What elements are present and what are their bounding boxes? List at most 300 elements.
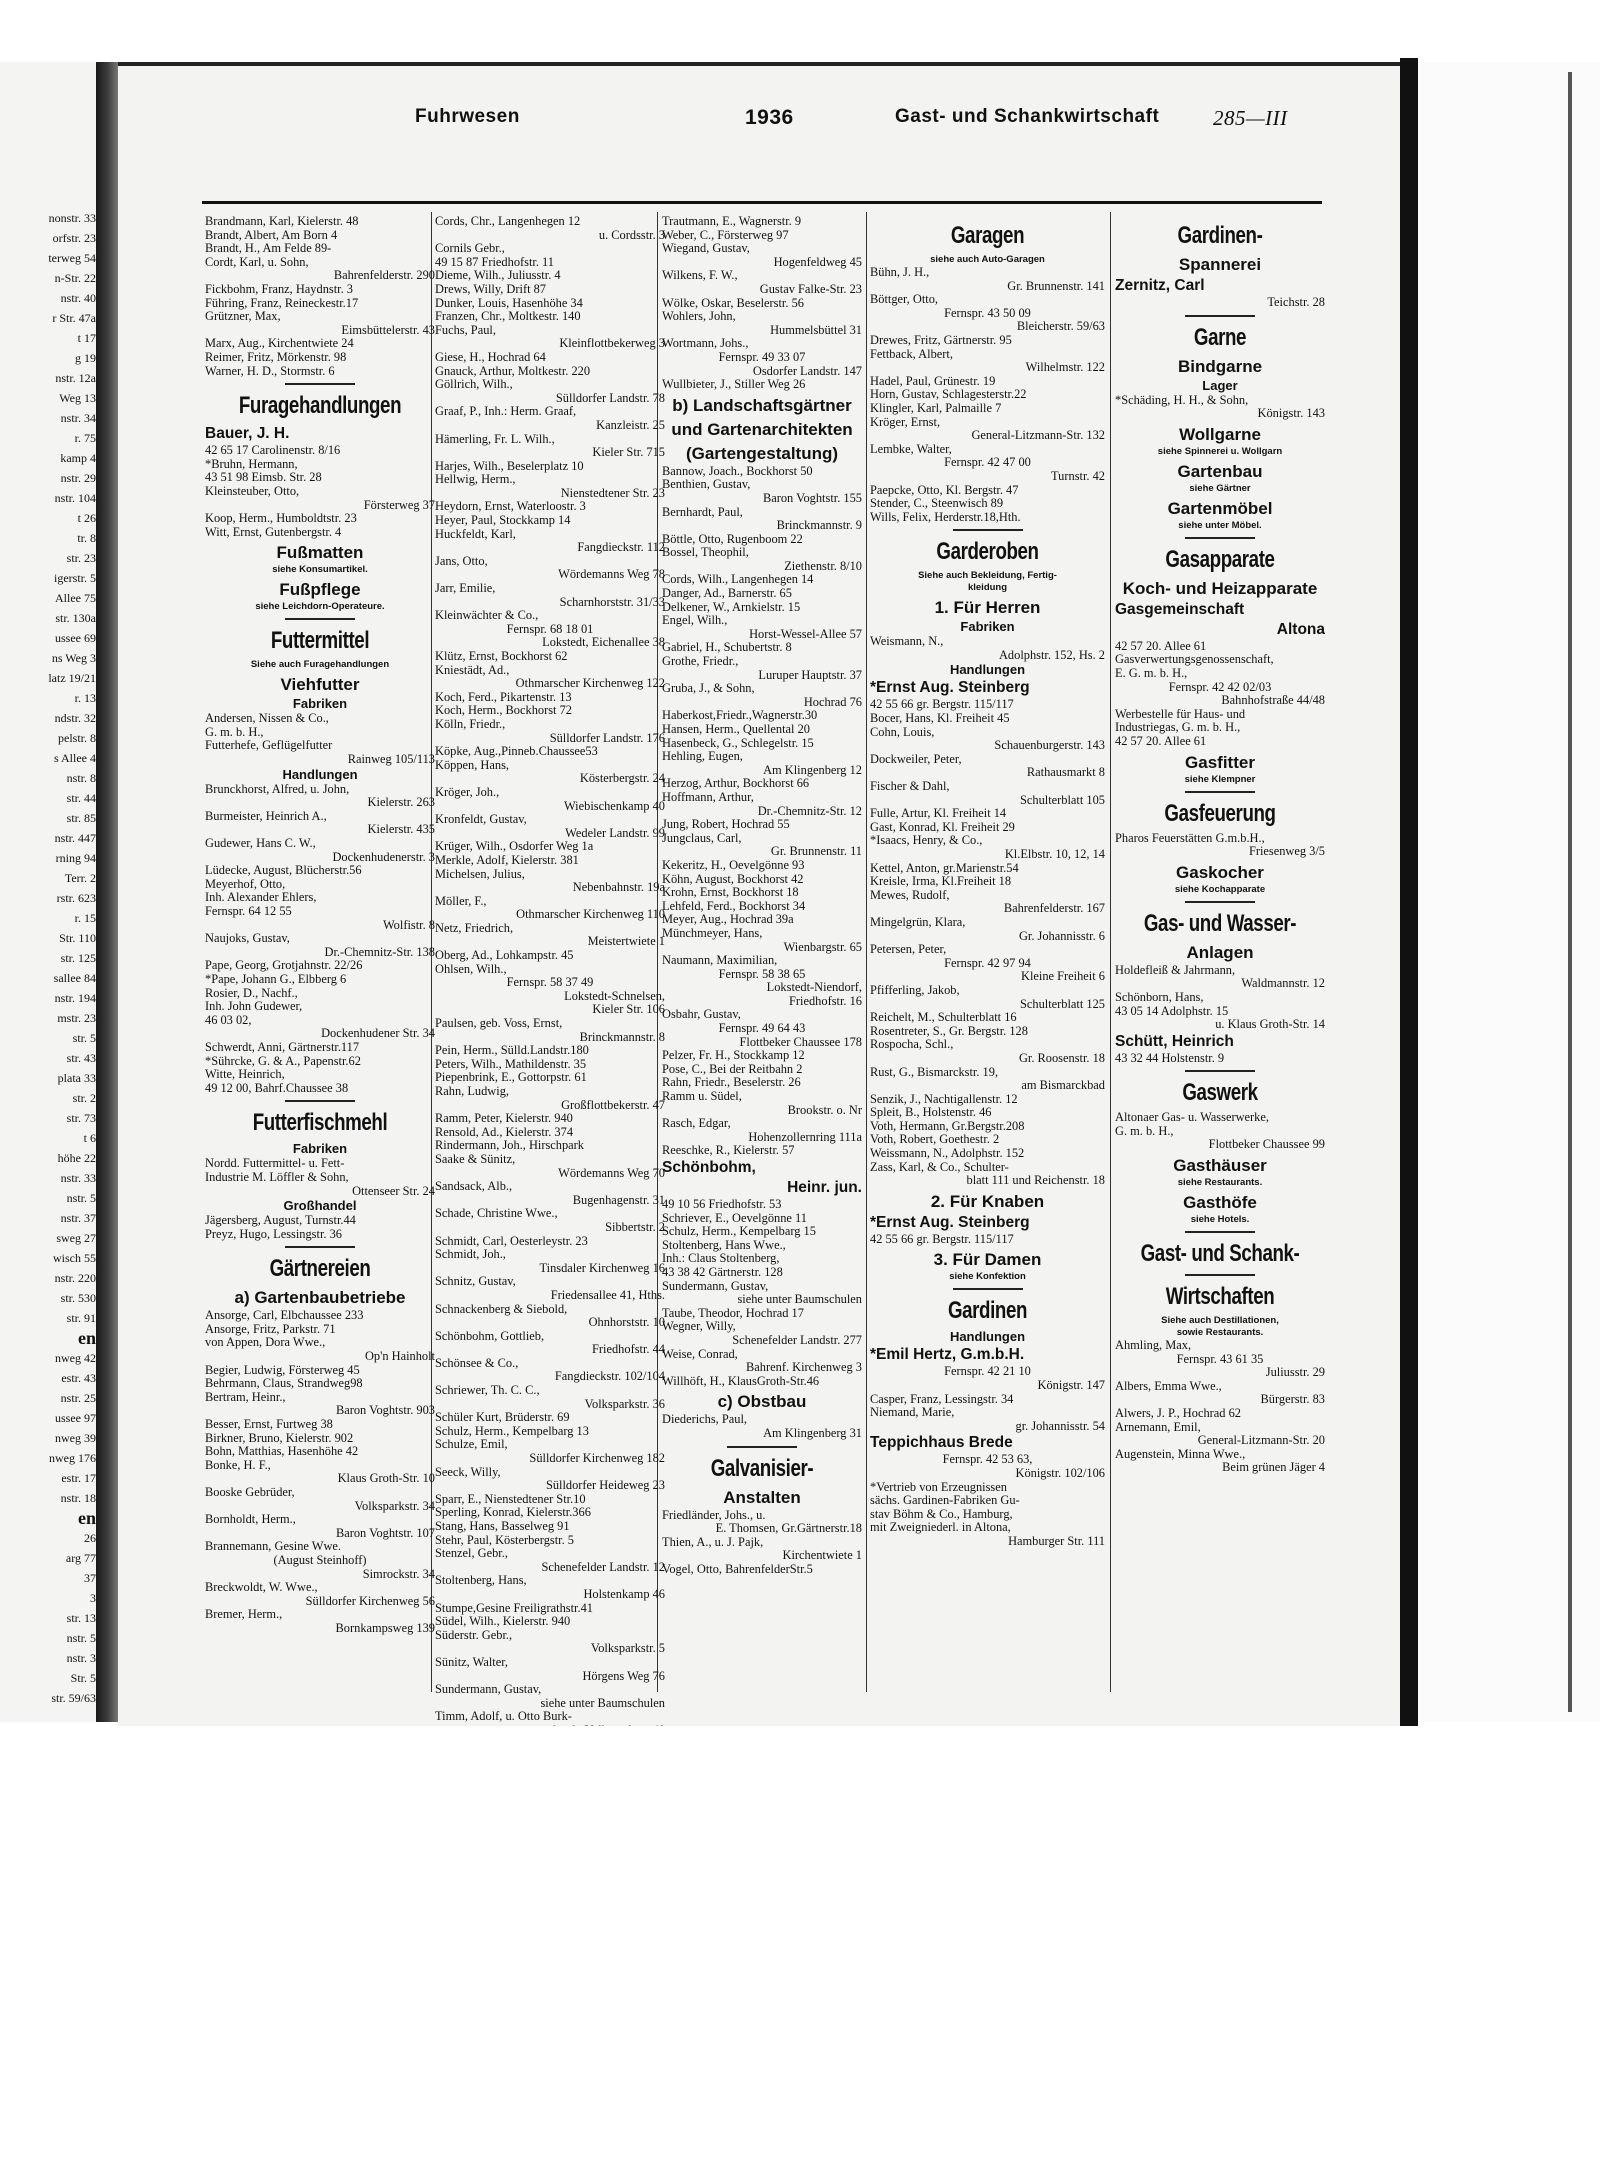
featured-entry: Heinr. jun.	[787, 1179, 862, 1196]
directory-entry: Wilkens, F. W.,	[662, 269, 738, 283]
featured-entry: *Ernst Aug. Steinberg	[870, 679, 1030, 697]
directory-entry-address: Sibbertstr. 2	[605, 1220, 665, 1234]
subsection-heading: a) Gartenbaubetriebe	[234, 1288, 406, 1308]
directory-entry: Haberkost,Friedr.,Wagnerstr.30	[662, 709, 818, 723]
directory-entry: Ramm u. Südel,	[662, 1090, 742, 1104]
directory-entry: Göllrich, Wilh.,	[435, 378, 513, 392]
header-year: 1936	[745, 106, 794, 129]
directory-entry: 49 10 56 Friedhofstr. 53	[662, 1198, 782, 1211]
left-page-text: nstr. 3	[66, 1650, 96, 1665]
left-page-text: s Allee 4	[54, 750, 96, 765]
directory-entry: Köhn, August, Bockhorst 42	[662, 872, 804, 886]
directory-entry: Begier, Ludwig, Försterweg 45	[205, 1363, 360, 1377]
directory-entry-phone: Fernspr. 42 42 02/03	[1168, 680, 1272, 694]
directory-entry: Niemand, Marie,	[870, 1406, 955, 1420]
directory-entry-address: Brinckmannstr. 9	[776, 519, 862, 533]
directory-entry: Inh. John Gudewer,	[205, 1000, 303, 1014]
directory-entry-address: Hogenfeldweg 45	[773, 255, 862, 269]
directory-entry: Gast, Konrad, Kl. Freiheit 29	[870, 820, 1015, 834]
directory-entry: Stoltenberg, Hans Wwe.,	[662, 1238, 786, 1252]
directory-entry-address: Königstr. 102/106	[1015, 1467, 1105, 1480]
directory-entry: Stoltenberg, Hans,	[435, 1574, 527, 1588]
category-heading: Großhandel	[283, 1198, 357, 1214]
featured-entry: Altona	[1276, 620, 1325, 638]
directory-entry: G. m. b. H.,	[1115, 1124, 1174, 1138]
directory-entry: Cornils Gebr.,	[435, 242, 505, 256]
directory-entry: 43 38 42 Gärtnerstr. 128	[662, 1265, 783, 1279]
left-page-text: pelstr. 8	[58, 730, 96, 745]
directory-entry-address: Adolphstr. 152, Hs. 2	[998, 648, 1105, 662]
directory-entry: Ohlsen, Wilh.,	[435, 962, 507, 976]
directory-entry-address: Schenefelder Landstr. 12	[541, 1560, 665, 1574]
directory-entry: Cords, Chr., Langenhegen 12	[435, 215, 581, 228]
directory-entry-address: Sülldorfer Kirchenweg 56	[305, 1594, 435, 1608]
directory-entry-address: Ohnhorststr. 10	[588, 1316, 665, 1330]
left-page-text: nweg 42	[55, 1350, 96, 1365]
directory-entry-address: Kleine Freiheit 6	[1021, 970, 1105, 984]
directory-entry-address: Schulterblatt 125	[1020, 997, 1105, 1011]
left-page-text: latz 19/21	[48, 670, 96, 685]
directory-entry: *Pape, Johann G., Elbberg 6	[205, 972, 347, 986]
left-page-text: nstr. 12a	[55, 370, 96, 385]
left-page-text: str. 59/63	[51, 1690, 96, 1705]
directory-entry-address: Bleicherstr. 59/63	[1016, 320, 1105, 334]
directory-entry: Heyer, Paul, Stockkamp 14	[435, 514, 571, 528]
left-page-text: str. 91	[66, 1310, 96, 1325]
left-page-text: mstr. 23	[57, 1010, 96, 1025]
directory-entry: Sundermann, Gustav,	[435, 1683, 542, 1697]
directory-entry: *Isaacs, Henry, & Co.,	[870, 834, 983, 848]
directory-entry: Bremer, Herm.,	[205, 1608, 283, 1622]
directory-entry: Nordd. Futtermittel- u. Fett-	[205, 1157, 345, 1171]
directory-entry: Diederichs, Paul,	[662, 1413, 747, 1427]
left-page-text: str. 73	[66, 1110, 96, 1125]
directory-entry-address: Kieler Str. 715	[592, 446, 665, 460]
left-page-text: nstr. 40	[60, 290, 96, 305]
directory-entry: Schönborn, Hans,	[1115, 990, 1204, 1004]
left-page-text: t 26	[77, 510, 96, 525]
subsection-heading: Spannerei	[1178, 255, 1262, 274]
left-page-text: r. 15	[74, 910, 96, 925]
directory-entry-address: Waldmannstr. 12	[1241, 977, 1325, 991]
directory-entry: Rust, G., Bismarckstr. 19,	[870, 1065, 999, 1079]
directory-entry: Brandt, Albert, Am Born 4	[205, 228, 338, 242]
directory-entry-address: Rathausmarkt 8	[1026, 766, 1105, 780]
directory-entry-address: Meistertwiete 1	[587, 935, 665, 949]
left-page-text: höhe 22	[57, 1150, 96, 1165]
section-heading: Gasapparate	[1165, 545, 1275, 573]
subsection-heading: Fußmatten	[276, 543, 364, 563]
directory-entry: Klütz, Ernst, Bockhorst 62	[435, 650, 568, 663]
left-page-text: str. 44	[66, 790, 96, 805]
directory-entry: Münchmeyer, Hans,	[662, 926, 763, 940]
directory-entry: Alwers, J. P., Hochrad 62	[1115, 1407, 1241, 1421]
directory-entry-address: Kl.Elbstr. 10, 12, 14	[1004, 848, 1105, 861]
directory-entry: Stenzel, Gebr.,	[435, 1547, 508, 1561]
cross-reference: siehe Hotels.	[1190, 1214, 1250, 1226]
directory-entry: Cords, Wilh., Langenhegen 14	[662, 573, 814, 587]
section-heading: Furagehandlungen	[238, 392, 402, 420]
directory-entry: 49 12 00, Bahrf.Chaussee 38	[205, 1081, 349, 1095]
directory-entry: Spleit, B., Holstenstr. 46	[870, 1106, 992, 1120]
left-page-text: ndstr. 32	[54, 710, 96, 725]
directory-entry-address: General-Litzmann-Str. 20	[1197, 1434, 1325, 1448]
directory-entry: Voth, Hermann, Gr.Bergstr.208	[870, 1119, 1025, 1133]
directory-entry: Brunckhorst, Alfred, u. John,	[205, 782, 350, 796]
directory-entry: Hellwig, Herm.,	[435, 473, 516, 487]
directory-entry-phone: Fernspr. 43 50 09	[944, 306, 1031, 320]
directory-entry: Senzik, J., Nachtigallenstr. 12	[870, 1092, 1018, 1106]
left-page-text: nstr. 37	[60, 1210, 96, 1225]
subsection-heading: Gasthöfe	[1183, 1193, 1257, 1213]
featured-entry: Bauer, J. H.	[205, 425, 290, 443]
directory-entry: 43 32 44 Holstenstr. 9	[1115, 1051, 1225, 1065]
subsection-heading: Wollgarne	[1179, 424, 1261, 444]
section-separator	[285, 1246, 355, 1248]
left-page-text: 26	[84, 1530, 96, 1545]
directory-entry: 43 51 98 Eimsb. Str. 28	[205, 471, 322, 485]
directory-entry: Führing, Franz, Reineckestr.17	[205, 296, 359, 310]
directory-entry: Hämerling, Fr. L. Wilh.,	[435, 432, 555, 446]
directory-entry: Meyer, Aug., Hochrad 39a	[662, 913, 794, 927]
directory-entry-phone: Fernspr. 68 18 01	[506, 622, 594, 636]
directory-entry-address: Hamburger Str. 111	[1008, 1534, 1105, 1548]
directory-entry: Piepenbrink, E., Gottorpstr. 61	[435, 1071, 587, 1085]
directory-column-3	[662, 215, 862, 1576]
left-page-text: Str. 110	[59, 930, 96, 945]
directory-entry-phone: Fernspr. 42 53 63,	[942, 1453, 1033, 1467]
directory-entry-address: Kösterbergstr. 24	[579, 772, 665, 786]
directory-entry-address: Brinckmannstr. 8	[579, 1030, 665, 1044]
directory-entry: Kronfeldt, Gustav,	[435, 813, 527, 827]
directory-entry: Horn, Gustav, Schlagesterstr.22	[870, 388, 1027, 402]
left-page-text: 3	[90, 1590, 96, 1605]
directory-entry: Koch, Ferd., Pikartenstr. 13	[435, 690, 572, 704]
directory-entry: Hehling, Eugen,	[662, 750, 743, 764]
left-page-text: 37	[84, 1570, 96, 1585]
directory-entry-address: blatt 111 und Reichenstr. 18	[966, 1174, 1105, 1188]
directory-entry-address: siehe unter Baumschulen	[737, 1293, 862, 1307]
section-separator	[1185, 901, 1255, 903]
directory-entry: Franzen, Chr., Moltkestr. 140	[435, 310, 581, 324]
directory-entry: Futterhefe, Geflügelfutter	[205, 739, 333, 753]
left-page-text: ussee 69	[55, 630, 96, 645]
directory-entry: Benthien, Gustav,	[662, 478, 751, 492]
left-page-text: str. 85	[66, 810, 96, 825]
directory-entry: Cohn, Louis,	[870, 725, 935, 739]
subsection-heading: Gartenmöbel	[1167, 498, 1273, 518]
directory-entry: Preyz, Hugo, Lessingstr. 36	[205, 1227, 342, 1241]
directory-entry: Reimer, Fritz, Mörkenstr. 98	[205, 350, 347, 364]
directory-entry-address: Wiebischenkamp 40	[563, 799, 665, 813]
left-page-text: str. 5	[72, 1030, 96, 1045]
directory-entry: Dunker, Louis, Hasenhöhe 34	[435, 296, 583, 310]
directory-entry: Herzog, Arthur, Bockhorst 66	[662, 777, 810, 791]
directory-entry: Grützner, Max,	[205, 310, 281, 324]
left-page-text: nweg 39	[55, 1430, 96, 1445]
directory-entry-phone: Fernspr. 58 38 65	[718, 967, 806, 981]
directory-entry-address: Horst-Wessel-Allee 57	[749, 627, 862, 641]
directory-entry: Gruba, J., & Sohn,	[662, 682, 755, 696]
directory-entry-address: Hörgens Weg 76	[582, 1669, 665, 1683]
left-page-text: nstr. 447	[54, 830, 96, 845]
directory-entry: Witt, Ernst, Gutenbergstr. 4	[205, 525, 342, 539]
directory-entry: Marx, Aug., Kirchentwiete 24	[205, 337, 354, 351]
left-page-text: nstr. 194	[54, 990, 96, 1005]
cross-reference: siehe Leichdorn-Operateure.	[255, 601, 385, 613]
section-separator	[953, 1288, 1023, 1290]
directory-entry: Schmidt, Joh.,	[435, 1248, 506, 1262]
cross-reference: sowie Restaurants.	[1176, 1327, 1264, 1339]
directory-entry-address: Försterweg 37	[363, 498, 435, 512]
left-page-text: estr. 17	[61, 1470, 96, 1485]
directory-entry: Andersen, Nissen & Co.,	[205, 712, 329, 726]
directory-column-1	[205, 215, 435, 1636]
subsection-heading: Anstalten	[723, 1487, 801, 1507]
directory-entry: Stehr, Paul, Kösterbergstr. 5	[435, 1533, 575, 1547]
directory-entry: Industrie M. Löffler & Sohn,	[205, 1170, 349, 1184]
directory-entry: Sperling, Konrad, Kielerstr.366	[435, 1506, 591, 1520]
subsection-heading: Anlagen	[1186, 942, 1254, 962]
directory-entry-address: Dockenhudenerstr. 3	[332, 850, 435, 864]
featured-entry: Schütt, Heinrich	[1115, 1032, 1234, 1050]
directory-entry: Delkener, W., Arnkielstr. 15	[662, 600, 801, 614]
directory-entry-address: Großflottbekerstr. 47	[561, 1098, 665, 1112]
directory-entry-address: Kieler Str. 106	[592, 1003, 665, 1017]
directory-entry: Rasch, Edgar,	[662, 1117, 731, 1131]
directory-entry: Schnackenberg & Siebold,	[435, 1302, 568, 1316]
directory-entry: Fischer & Dahl,	[870, 780, 950, 794]
directory-entry: Inh.: Claus Stoltenberg,	[662, 1252, 780, 1266]
section-heading: Garne	[1193, 323, 1247, 351]
directory-entry: Sparr, E., Nienstedtener Str.10	[435, 1492, 586, 1506]
subsection-heading: Gasfitter	[1185, 752, 1255, 772]
scan-top-margin	[0, 0, 1600, 58]
directory-entry: Dieme, Wilh., Juliusstr. 4	[435, 269, 561, 283]
directory-entry-address: u. Cordsstr. 3	[598, 228, 665, 242]
cross-reference: siehe Klempner	[1184, 773, 1256, 785]
directory-entry-address: Bahrenfelderstr. 290	[333, 269, 435, 283]
directory-entry: Drewes, Fritz, Gärtnerstr. 95	[870, 333, 1012, 347]
directory-entry: Reeschke, R., Kielerstr. 57	[662, 1144, 795, 1158]
category-heading: Fabriken	[960, 619, 1015, 635]
directory-entry: Fernspr. 64 12 55	[205, 905, 292, 918]
directory-entry: Schönsee & Co.,	[435, 1356, 519, 1370]
directory-entry: Bohn, Matthias, Hasenhöhe 42	[205, 1445, 359, 1459]
directory-entry-address: Gr. Johannisstr. 6	[1018, 929, 1105, 943]
directory-entry: Kröger, Ernst,	[870, 415, 941, 429]
directory-entry: Rosentreter, S., Gr. Bergstr. 128	[870, 1024, 1028, 1038]
cross-reference: kleidung	[967, 582, 1008, 594]
directory-entry: Ahmling, Max,	[1115, 1339, 1192, 1353]
directory-entry: Rahn, Friedr., Beselerstr. 26	[662, 1076, 801, 1090]
directory-entry: Kniestädt, Ad.,	[435, 663, 510, 677]
directory-entry-address: Bugenhagenstr. 31	[572, 1193, 665, 1207]
directory-entry: Krüger, Wilh., Osdorfer Weg 1a	[435, 840, 594, 854]
directory-entry: Seeck, Willy,	[435, 1465, 501, 1479]
directory-entry-phone: Fernspr. 58 37 49	[506, 976, 594, 990]
directory-entry-address: Fangdieckstr. 112	[577, 541, 665, 555]
featured-entry: *Emil Hertz, G.m.b.H.	[870, 1346, 1025, 1364]
directory-entry: Burmeister, Heinrich A.,	[205, 809, 327, 823]
section-heading: Gast- und Schank-	[1140, 1240, 1300, 1268]
directory-entry: Friedländer, Johs., u.	[662, 1508, 766, 1522]
directory-entry: Wölke, Oskar, Beselerstr. 56	[662, 296, 804, 310]
left-page-text: nstr. 5	[66, 1190, 96, 1205]
directory-entry-address: Königstr. 147	[1037, 1379, 1105, 1393]
left-page-text: orfstr. 23	[52, 230, 96, 245]
subsection-heading: b) Landschaftsgärtner	[672, 395, 852, 415]
directory-entry: Gasverwertungsgenossenschaft,	[1115, 653, 1274, 667]
scan-right-margin	[1418, 62, 1600, 1722]
directory-entry-address: am Bismarckbad	[1021, 1079, 1105, 1093]
directory-entry: Pein, Herm., Sülld.Landstr.180	[435, 1044, 589, 1058]
directory-entry: Lehfeld, Ferd., Bockhorst 34	[662, 899, 806, 913]
directory-entry-address: Othmarscher Kirchenweg 122	[515, 677, 665, 691]
directory-entry: Saake & Sünitz,	[435, 1152, 516, 1166]
directory-entry: Fickbohm, Franz, Haydnstr. 3	[205, 282, 353, 296]
directory-entry: Witte, Heinrich,	[205, 1068, 285, 1082]
directory-entry-address: Bürgerstr. 83	[1260, 1393, 1325, 1407]
left-page-text: tr. 8	[77, 530, 96, 545]
directory-entry: Albers, Emma Wwe.,	[1115, 1379, 1222, 1393]
left-page-text: igerstr. 5	[54, 570, 96, 585]
left-page-text: t 17	[77, 330, 96, 345]
directory-entry: Stumpe,Gesine Freiligrathstr.41	[435, 1601, 593, 1615]
directory-entry-address: Bornkampsweg 139	[335, 1621, 435, 1635]
directory-entry-address: Juliusstr. 29	[1265, 1366, 1325, 1380]
directory-entry-address: Volksparkstr. 34	[354, 1499, 435, 1513]
directory-entry: Netz, Friedrich,	[435, 921, 514, 935]
left-page-text: str. 125	[60, 950, 96, 965]
directory-entry-address: Friedensallee 41, Hths.	[550, 1288, 665, 1302]
directory-entry: 42 55 66 gr. Bergstr. 115/117	[870, 698, 1014, 712]
directory-entry-address: Am Klingenberg 31	[763, 1426, 862, 1440]
left-page-text: str. 23	[66, 550, 96, 565]
directory-entry: Merkle, Adolf, Kielerstr. 381	[435, 853, 579, 867]
left-page-text: Weg 13	[59, 390, 96, 405]
featured-entry: Schönbohm,	[662, 1159, 756, 1176]
column-divider	[866, 212, 867, 1692]
directory-entry: Brannemann, Gesine Wwe.	[205, 1540, 342, 1554]
directory-entry-address: General-Litzmann-Str. 132	[971, 429, 1105, 443]
directory-entry-address: Wedeler Landstr. 99	[565, 826, 665, 840]
directory-entry: Hasenbeck, G., Schlegelstr. 15	[662, 736, 814, 750]
directory-entry: Kettel, Anton, gr.Marienstr.54	[870, 861, 1019, 875]
directory-entry-address: Volksparkstr. 5	[590, 1642, 665, 1656]
left-page-text: r. 75	[74, 430, 96, 445]
directory-entry: Fuchs, Paul,	[435, 323, 496, 337]
directory-entry: Böttle, Otto, Rugenboom 22	[662, 532, 803, 546]
directory-entry: Grothe, Friedr.,	[662, 655, 739, 669]
directory-entry: Wegner, Willy,	[662, 1320, 736, 1334]
directory-entry: Altonaer Gas- u. Wasserwerke,	[1115, 1111, 1269, 1125]
directory-entry: Ansorge, Fritz, Parkstr. 71	[205, 1322, 336, 1336]
section-separator	[1185, 1070, 1255, 1072]
directory-entry-address: Ottenseer Str. 24	[352, 1184, 435, 1198]
directory-entry: Timm, Adolf, u. Otto Burk-	[435, 1710, 572, 1724]
directory-entry: Kröger, Joh.,	[435, 785, 500, 799]
category-heading: Fabriken	[292, 1141, 348, 1157]
section-separator	[727, 1446, 797, 1448]
left-page-text: str. 2	[72, 1090, 96, 1105]
directory-entry: Taube, Theodor, Hochrad 17	[662, 1306, 804, 1320]
directory-entry: Lüdecke, August, Blücherstr.56	[205, 864, 362, 878]
left-page-text: str. 13	[66, 1610, 96, 1625]
directory-entry: Wiegand, Gustav,	[662, 242, 750, 256]
cross-reference: Siehe auch Bekleidung, Fertig-	[918, 570, 1057, 582]
directory-entry-address: Eimsbüttelerstr. 43	[341, 323, 435, 337]
section-heading: Gaswerk	[1182, 1079, 1258, 1107]
directory-entry: Krohn, Ernst, Bockhorst 18	[662, 886, 799, 900]
cross-reference: Siehe auch Furagehandlungen	[250, 659, 390, 671]
directory-entry-address: Kirchentwiete 1	[782, 1549, 862, 1563]
directory-entry: 42 57 20. Allee 61	[1115, 639, 1207, 653]
section-separator	[285, 618, 355, 620]
directory-entry: Schönbohm, Gottlieb,	[435, 1329, 545, 1343]
directory-entry: Stender, C., Steenwisch 89	[870, 497, 1004, 511]
cross-reference: siehe unter Möbel.	[1178, 519, 1262, 531]
directory-entry: Bossel, Theophil,	[662, 546, 749, 560]
left-page-text: str. 530	[60, 1290, 96, 1305]
directory-entry-address: gr. Johannisstr. 54	[1015, 1419, 1105, 1433]
directory-entry: Meyerhof, Otto,	[205, 877, 286, 891]
directory-entry: Birkner, Bruno, Kielerstr. 902	[205, 1431, 354, 1445]
left-page-text: t 6	[83, 1130, 96, 1145]
directory-entry: Huckfeldt, Karl,	[435, 527, 516, 541]
directory-entry-address: Teichstr. 28	[1267, 296, 1325, 309]
directory-entry: Schulze, Emil,	[435, 1438, 508, 1452]
directory-entry: Graaf, P., Inh.: Herm. Graaf,	[435, 405, 577, 419]
directory-entry: Peters, Wilh., Mathildenstr. 35	[435, 1057, 587, 1071]
directory-entry: *Vertrieb von Erzeugnissen	[870, 1480, 1007, 1494]
left-page-text: plata 33	[57, 1070, 96, 1085]
directory-entry-address: Turnstr. 42	[1051, 469, 1105, 483]
directory-entry-address: Hummelsbüttel 31	[770, 323, 862, 337]
left-page-text: sallee 84	[53, 970, 96, 985]
directory-entry: Köppen, Hans,	[435, 758, 509, 772]
directory-entry: Bocer, Hans, Kl. Freiheit 45	[870, 712, 1010, 726]
section-heading: Futtermittel	[270, 627, 370, 655]
category-heading: Fabriken	[292, 696, 348, 712]
left-page-text: terweg 54	[48, 250, 96, 265]
directory-entry: Weismann, N.,	[870, 635, 944, 649]
directory-entry: 43 05 14 Adolphstr. 15	[1115, 1004, 1229, 1018]
directory-entry: Reichelt, M., Schulterblatt 16	[870, 1011, 1017, 1025]
directory-entry: Südel, Wilh., Kielerstr. 940	[435, 1615, 571, 1629]
directory-entry: Holdefleiß & Jahrmann,	[1115, 963, 1236, 977]
directory-entry: Fulle, Artur, Kl. Freiheit 14	[870, 807, 1007, 821]
directory-entry-phone: Fernspr. 42 97 94	[944, 956, 1031, 970]
cross-reference: siehe Konsumartikel.	[272, 564, 368, 576]
directory-entry: Mewes, Rudolf,	[870, 888, 950, 902]
left-page-text: nweg 176	[49, 1450, 96, 1465]
section-heading: Gardinen	[947, 1297, 1028, 1325]
directory-entry: Voth, Robert, Goethestr. 2	[870, 1133, 1000, 1147]
directory-entry-address: Flottbeker Chaussee 99	[1208, 1138, 1325, 1152]
directory-entry-address: Wördemanns Weg 78	[558, 568, 665, 582]
directory-entry: Sundermann, Gustav,	[662, 1279, 769, 1293]
directory-entry: Jarr, Emilie,	[435, 582, 496, 596]
directory-entry-address: Wördemanns Weg 70	[558, 1166, 665, 1180]
directory-entry: Schwerdt, Anni, Gärtnerstr.117	[205, 1040, 360, 1054]
featured-entry: Zernitz, Carl	[1115, 277, 1205, 294]
left-page-text: wisch 55	[53, 1250, 96, 1265]
left-page-text: g 19	[75, 350, 96, 365]
left-page-text: Terr. 2	[64, 870, 96, 885]
directory-entry: Cordt, Karl, u. Sohn,	[205, 255, 309, 269]
directory-entry-address: Bahnhofstraße 44/48	[1221, 694, 1325, 708]
